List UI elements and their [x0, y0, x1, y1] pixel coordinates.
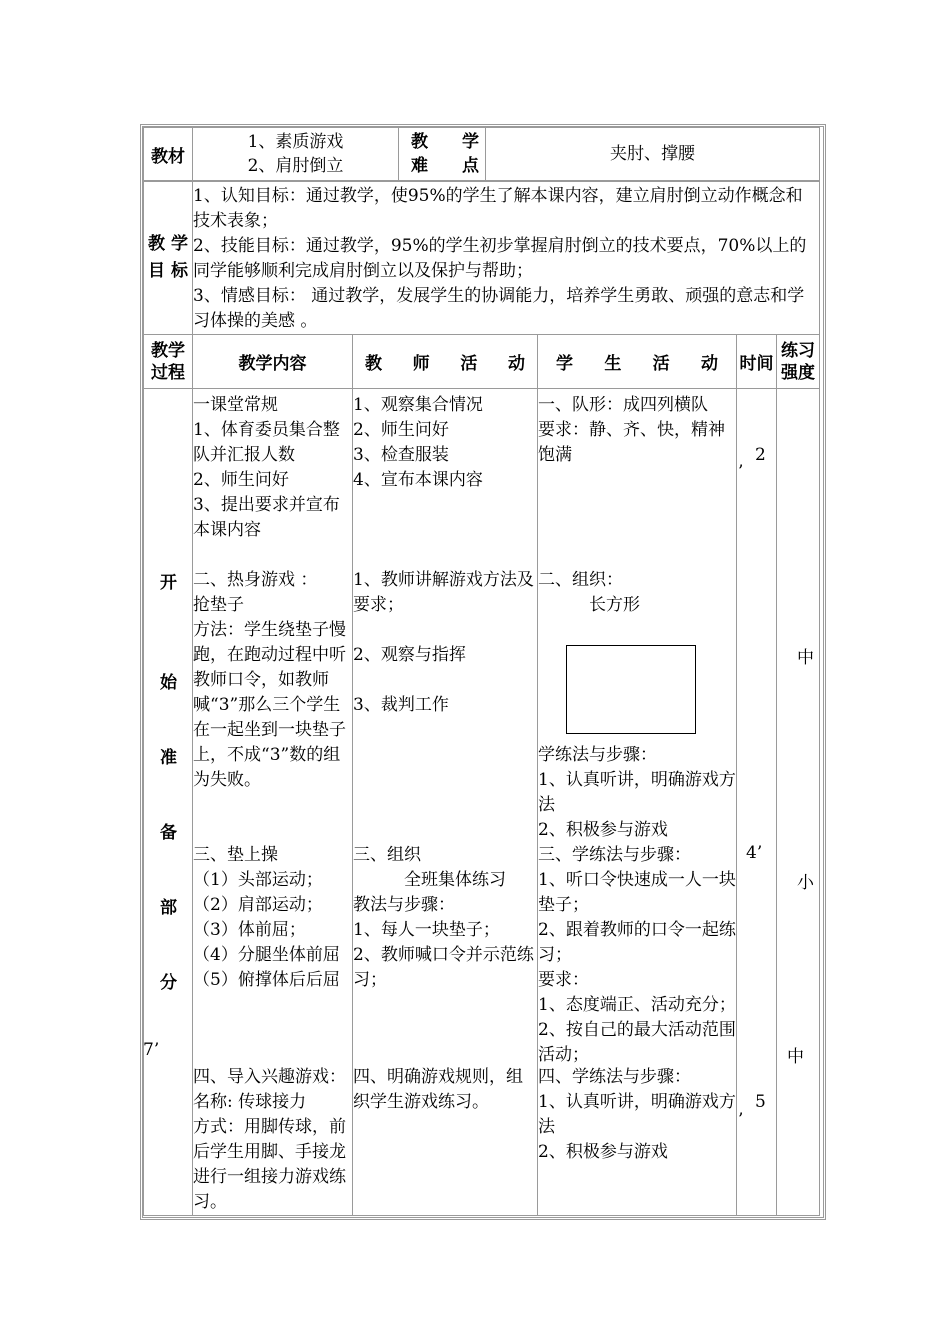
section-cell	[144, 389, 193, 1216]
col-time: 时间	[737, 335, 777, 389]
content-block: 四、导入兴趣游戏： 名称: 传球接力 方式：用脚传球，前后学生用脚、手接龙进行一组接力游戏练习。	[193, 1067, 346, 1212]
material-items	[193, 128, 399, 181]
time-mark: ’	[738, 462, 744, 482]
col-process-line: 过程	[151, 362, 185, 383]
content-block: 三、垫上操 （1）头部运动； （2）肩部运动； （3）体前屈； （4）分腿坐体前屈 （5）俯撑体后后屈	[193, 845, 340, 990]
col-student	[538, 335, 737, 389]
section-char: 开	[160, 573, 177, 593]
time-value: 5	[755, 1092, 766, 1112]
difficulty-label-line	[399, 130, 485, 154]
rectangle-formation-diagram	[566, 645, 696, 734]
student-block: 学练法与步骤： 1、认真听讲，明确游戏方法 2、积极参与游戏 三、学练法与步骤： 1、听口令快速成一人一块垫子； 2、跟着教师的口令一起练习； 要求： 1、态度端正、活动充分； 2、按自己的最大活动范围活动；	[538, 745, 736, 1065]
section-char: 准	[160, 748, 177, 768]
difficulty-label-line	[399, 154, 485, 178]
objectives-label	[144, 182, 193, 335]
col-teacher-char: 教	[365, 354, 382, 374]
student-block: 四、学练法与步骤： 1、认真听讲，明确游戏方法 2、积极参与游戏	[538, 1067, 736, 1162]
section-char: 部	[160, 898, 177, 918]
content-block: 一课堂常规 1、体育委员集合整队并汇报人数 2、师生问好 3、提出要求并宣布本课内容	[193, 395, 340, 540]
col-student-char: 学	[556, 354, 573, 374]
difficulty-value: 夹肘、撑腰	[486, 128, 820, 181]
intensity-value: 小	[797, 873, 814, 893]
section-total-time: 7’	[143, 1040, 160, 1060]
col-student-char: 生	[604, 354, 622, 374]
material-item: 2、肩肘倒立	[247, 156, 344, 176]
difficulty-label	[399, 128, 486, 181]
teacher-block: 四、明确游戏规则，组织学生游戏练习。	[353, 1067, 523, 1112]
col-teacher	[353, 335, 538, 389]
col-student-char: 动	[700, 354, 718, 374]
teacher-block: 1、观察集合情况 2、师生问好 3、检查服装 4、宣布本课内容	[353, 395, 483, 490]
time-value: 4’	[746, 843, 763, 863]
intensity-value: 中	[787, 1047, 804, 1067]
objectives-label-line: 目 标	[148, 261, 188, 281]
student-block: 一、队形：成四列横队 要求：静、齐、快，精神饱满	[538, 395, 725, 465]
section-char: 备	[160, 823, 177, 843]
teacher-block: 1、教师讲解游戏方法及要求； 2、观察与指挥 3、裁判工作	[353, 570, 534, 715]
material-label: 教材	[144, 128, 193, 181]
col-teacher-char: 活	[460, 354, 478, 374]
section-char: 分	[160, 973, 177, 993]
col-teacher-char: 动	[507, 354, 525, 374]
col-teacher-char: 师	[412, 354, 430, 374]
student-block: 二、组织： 长方形	[538, 570, 640, 615]
difficulty-char: 难 点	[411, 156, 479, 176]
col-content: 教学内容	[193, 335, 353, 389]
objectives-label-line: 教 学	[148, 234, 188, 254]
objectives-table	[143, 181, 820, 335]
section-char: 始	[160, 673, 177, 693]
material-table	[143, 127, 820, 181]
col-process	[144, 335, 193, 389]
teacher-block: 三、组织 全班集体练习 教法与步骤： 1、每人一块垫子； 2、教师喊口令并示范练习；	[353, 845, 534, 990]
col-intensity	[777, 335, 820, 389]
col-student-char: 活	[652, 354, 670, 374]
time-value: 2	[755, 445, 766, 465]
content-block: 二、热身游戏 ： 抢垫子 方法：学生绕垫子慢跑，在跑动过程中听教师口令，如教师喊“3”那么三个学生在一起坐到一块垫子上，不成“3”数的组为失败。	[193, 570, 346, 790]
col-intensity-line: 练习	[781, 340, 815, 361]
material-item: 1、素质游戏	[247, 132, 344, 152]
time-mark: ’	[738, 1110, 744, 1130]
col-intensity-line: 强度	[781, 362, 815, 383]
intensity-value: 中	[797, 648, 814, 668]
intensity-cell	[777, 389, 820, 1216]
objectives-text: 1、认知目标：通过教学，使95%的学生了解本课内容，建立肩肘倒立动作概念和技术表象； 2、技能目标：通过教学，95%的学生初步掌握肩肘倒立的技术要点，70%以上的同学能够顺利完成肩肘倒立以及保护与帮助； 3、情感目标： 通过教学，发展学生的协调能力，培养学生勇敢、顽强的意志和学习体操的美感 。	[193, 182, 820, 335]
col-process-line: 教学	[151, 340, 185, 361]
difficulty-char: 教 学	[411, 132, 479, 152]
